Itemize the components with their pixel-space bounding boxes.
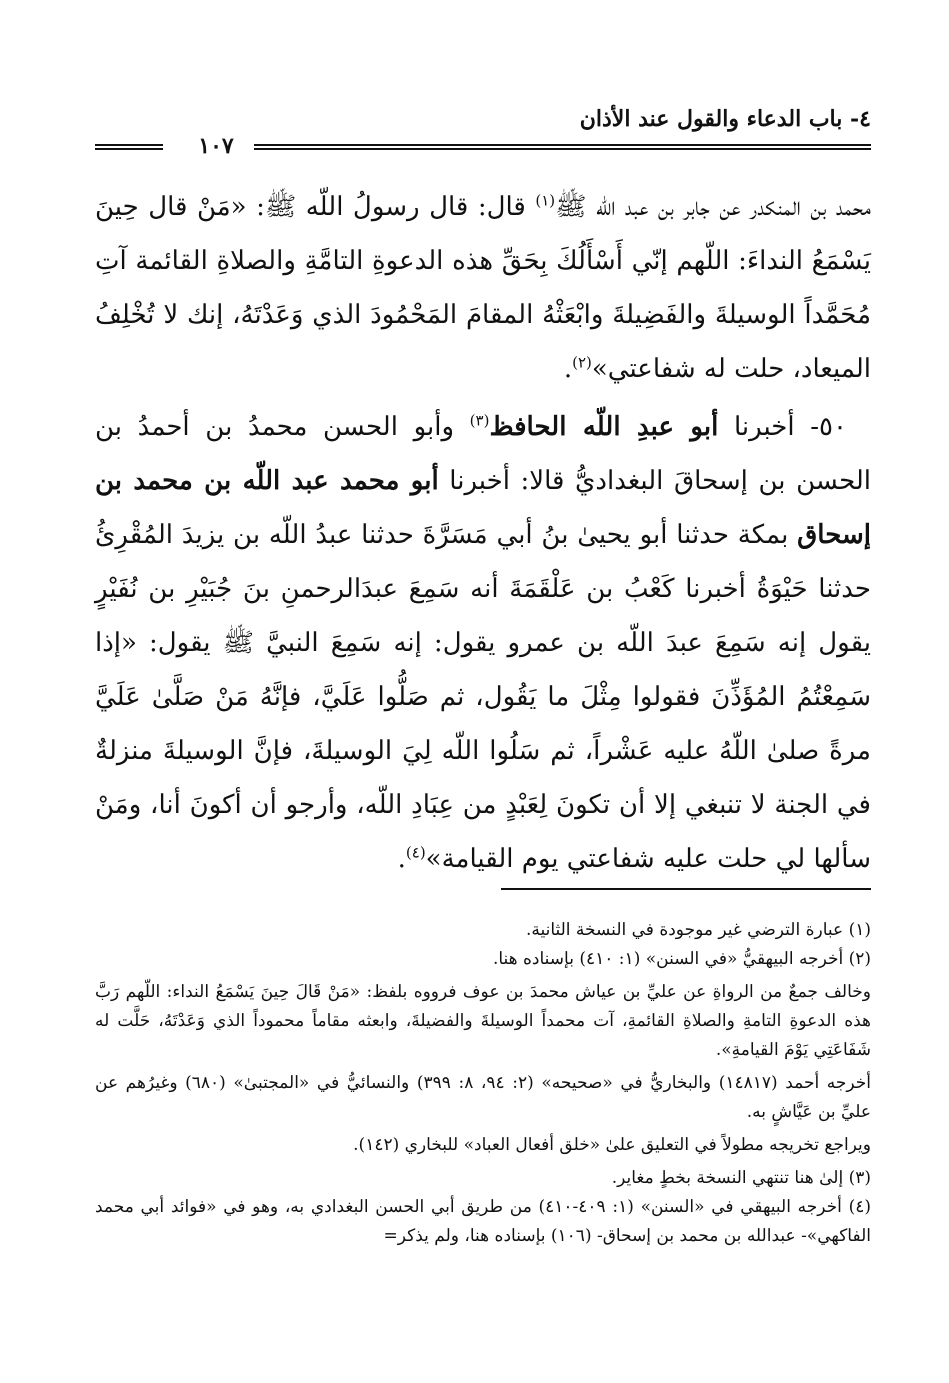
header-rule-short xyxy=(95,144,163,150)
paragraph-1-text-a: محمد بن المنكدر عن جابر بن عبد اللّه ﷺ xyxy=(555,192,871,222)
footnote-separator xyxy=(501,888,871,890)
book-page xyxy=(95,100,871,1251)
footnote-ref-1[interactable]: (١) xyxy=(535,191,556,210)
paragraph-1-text-c: . xyxy=(563,354,573,384)
footnote-3: (٣) إلىٰ هنا تنتهي النسخة بخطٍ مغاير. xyxy=(611,1168,871,1188)
footnote-2-para-3: ويراجع تخريجه مطولاً في التعليق علىٰ «خلق أفعال العباد» للبخاري (١٤٢). xyxy=(353,1135,871,1155)
paragraph-2-text-e: بمكة حدثنا أبو يحيىٰ بنُ أبي مَسَرَّةَ حدثنا عبدُ اللّه بن يزيدَ المُقْرِئُ حدثنا حَيْوَةُ أخبرنا كَعْبُ بن عَلْقَمَةَ أنه سَمِعَ عبدَالرحمنِ بنَ جُبَيْرِ بن نُفَيْرٍ يقول إنه سَمِعَ عبدَ اللّه بن عمرو يقول: إنه سَمِعَ النبيَّ ﷺ يقول: «إذا سَمِعْتُمُ المُؤَذِّنَ فقولوا مِثْلَ ما يَقُول، ثم صَلُّوا عَلَيَّ، فإنَّهُ مَنْ صَلَّىٰ عَلَيَّ مرةً صلىٰ اللّهُ عليه عَشْراً، ثم سَلُوا اللّه لِيَ الوسيلةَ، فإنَّ الوسيلةَ منزلةٌ في الجنة لا تنبغي إلا أن تكونَ لِعَبْدٍ من عِبَادِ اللّه، وأرجو أن أكونَ أنا، ومَنْ سألها لي حلت عليه شفاعتي يوم القيامة» xyxy=(95,520,871,874)
main-text xyxy=(95,180,871,890)
footnote-ref-2[interactable]: (٢) xyxy=(572,353,592,372)
narrator-name-2: أبو محمد عبد اللّه بن محمد بن إسحاق xyxy=(95,466,871,550)
paragraph-2-text-f: . xyxy=(397,844,406,874)
paragraph-2 xyxy=(95,400,871,886)
footnote-2-para-1: وخالف جمعٌ من الرواةِ عن عليِّ بن عياش محمدَ بن عوف فرووه بلفظ: «مَنْ قَالَ حِينَ يَسْمَعُ النداء: اللّهم رَبَّ هذه الدعوةِ التامةِ والصلاةِ القائمةِ، آت محمداً الوسيلةَ والفضيلةَ، وابعثه مقاماً محموداً الذي وَعَدْتَهُ، حَلَّت له شَفَاعَتِي يَوْمَ القيامةِ». xyxy=(95,982,871,1060)
footnote-ref-4[interactable]: (٤) xyxy=(405,843,426,862)
paragraph-2-text-a: ٥٠- أخبرنا xyxy=(718,412,847,442)
paragraph-1 xyxy=(95,180,871,396)
footnote-2-para-2: أخرجه أحمد (١٤٨١٧) والبخاريُّ في «صحيحه» (٢: ٩٤، ٨: ٣٩٩) والنسائيُّ في «المجتبىٰ» (٦٨٠) وغيرُهم عن عليِّ بن عَيَّاشٍ به. xyxy=(95,1073,872,1122)
paragraph-1-text-b: قال: قال رسولُ اللّه ﷺ: «مَنْ قال حِينَ يَسْمَعُ النداءَ: اللّهم إنّي أَسْأَلُكَ بِحَقِّ هذه الدعوةِ التامَّةِ والصلاةِ القائمة آتِ مُحَمَّداً الوسيلةَ والفَضِيلةَ وابْعَثْهُ المقامَ المَحْمُودَ الذي وَعَدْتَهُ، إنك لا تُخْلِفُ الميعاد، حلت له شفاعتي» xyxy=(95,192,871,384)
page-number: ١٠٧ xyxy=(198,133,234,159)
footnote-2: (٢) أخرجه البيهقيُّ «في السنن» (١: ٤١٠) بإسناده هنا. xyxy=(492,949,871,969)
footnote-4: (٤) أخرجه البيهقي في «السنن» (١: ٤٠٩-٤١٠) من طريق أبي الحسن البغدادي به، وهو في «فوائد أبي محمد الفاكهي»- عبدالله بن محمد بن إسحاق- (١٠٦) بإسناده هنا، ولم يذكر= xyxy=(95,1197,871,1246)
footnote-1: (١) عبارة الترضي غير موجودة في النسخة الثانية. xyxy=(525,920,871,940)
header-rule-long xyxy=(254,144,871,150)
footnote-ref-3[interactable]: (٣) xyxy=(469,411,490,430)
footnotes xyxy=(95,916,871,1251)
running-header xyxy=(95,100,871,158)
chapter-title: ٤- باب الدعاء والقول عند الأذان xyxy=(579,106,871,132)
paragraph-2-text-c: وأبو الحسن محمدُ بن أحمدُ بن الحسن بن إسحاقَ البغداديُّ قالا: أخبرنا xyxy=(95,412,871,496)
narrator-name-1: أبو عبدِ اللّه الحافظ xyxy=(489,412,719,442)
